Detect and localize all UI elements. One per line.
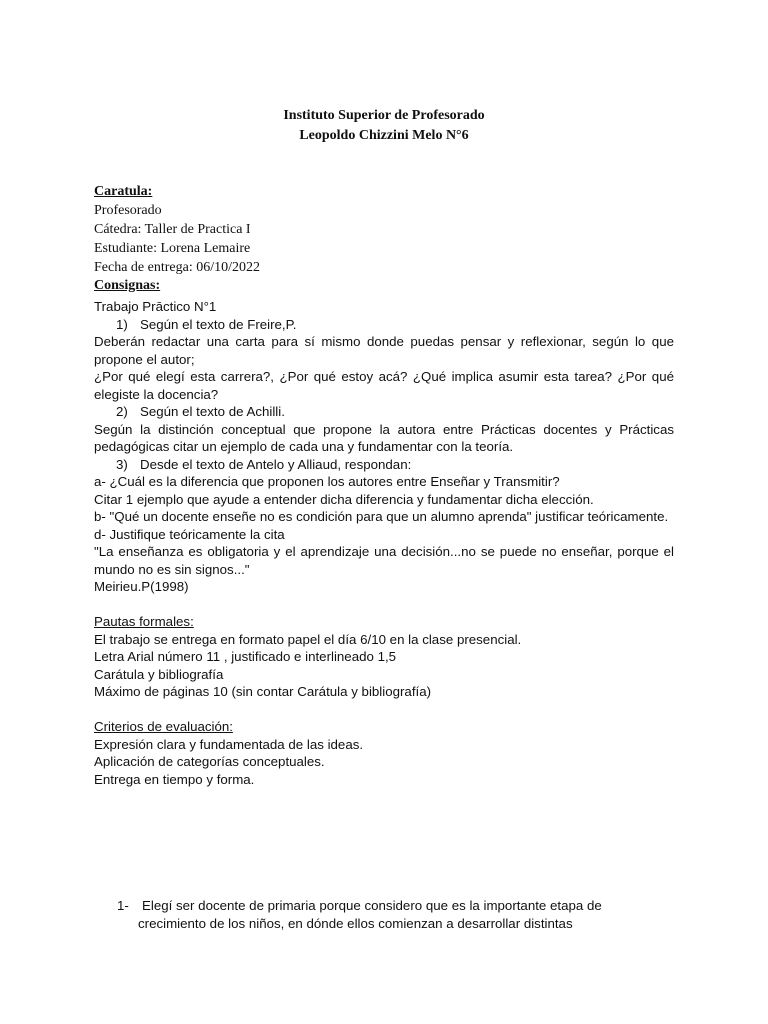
item-number: 1) [116,316,128,332]
consigna-text: Deberán redactar una carta para sí mismo donde puedas pensar y reflexionar, según lo que propone el autor; [94,334,674,367]
consigna-text: d- Justifique teóricamente la cita [94,526,285,542]
caratula-section [94,182,684,294]
pautas-line: El trabajo se entrega en formato papel el día 6/10 en la clase presencial. [94,631,522,647]
consignas-body [94,298,674,788]
item-title: Según el texto de Achilli. [140,404,285,419]
quote-reference: Meirieu.P(1998) [94,579,189,594]
pautas-line: Letra Arial número 11 , justificado e interlineado 1,5 [94,649,397,664]
item-title: Desde el texto de Antelo y Alliaud, respondan: [140,456,412,472]
spacer [94,701,674,719]
institute-subtitle: Leopoldo Chizzini Melo N°6 [299,128,469,143]
criterios-title: Criterios de evaluación: [94,719,233,734]
consigna-text: a- ¿Cuál es la diferencia que proponen los autores entre Enseñar y Transmitir? [94,474,560,489]
criterios-line: Expresión clara y fundamentada de las ideas. [94,736,364,752]
consigna-text: ¿Por qué elegí esta carrera?, ¿Por qué estoy acá? ¿Qué implica asumir esta tarea? ¿Por qué elegiste la docencia? [94,369,674,402]
consigna-text: Citar 1 ejemplo que ayude a entender dicha diferencia y fundamentar dicha elección. [94,491,594,507]
caratula-estudiante: Estudiante: Lorena Lemaire [94,241,251,256]
answer-number: 1- [117,898,129,913]
consigna-text: b- "Qué un docente enseñe no es condición para que un alumno aprenda" justificar teóricamente. [94,509,669,524]
answer-section [117,897,647,932]
answer-item-1 [117,897,647,915]
institute-name: Instituto Superior de Profesorado [283,108,485,123]
answer-line: Elegí ser docente de primaria porque considero que es la importante etapa de [142,898,602,913]
answer-line: crecimiento de los niños, en dónde ellos comienzan a desarrollar distintas [138,915,573,931]
consigna-item-1 [94,316,674,334]
caratula-fecha: Fecha de entrega: 06/10/2022 [94,260,261,275]
item-number: 3) [116,456,128,472]
item-number: 2) [116,404,128,419]
caratula-profesorado: Profesorado [94,203,162,218]
pautas-line: Carátula y bibliografía [94,666,224,682]
consigna-item-3 [94,456,674,474]
consigna-item-2 [94,403,674,421]
document-header [0,106,768,146]
criterios-line: Entrega en tiempo y forma. [94,771,255,787]
pautas-title: Pautas formales: [94,614,194,629]
consigna-text: Según la distinción conceptual que propone la autora entre Prácticas docentes y Prácticas pedagógicas citar un ejemplo de cada una y fundamentar con la teoría. [94,421,674,454]
trabajo-practico-title: Trabajo Prāctico N°1 [94,299,217,314]
spacer [94,596,674,614]
item-title: Según el texto de Freire,P. [140,316,297,332]
caratula-catedra: Cátedra: Taller de Practica I [94,222,251,237]
quote-text: "La enseñanza es obligatoria y el aprendizaje una decisión...no se puede no enseñar, porque el mundo no es sin signos..." [94,544,674,577]
criterios-line: Aplicación de categorías conceptuales. [94,754,325,769]
pautas-line: Máximo de páginas 10 (sin contar Carátula y bibliografía) [94,684,432,699]
consignas-title: Consignas: [94,278,161,293]
caratula-title: Caratula: [94,184,153,199]
